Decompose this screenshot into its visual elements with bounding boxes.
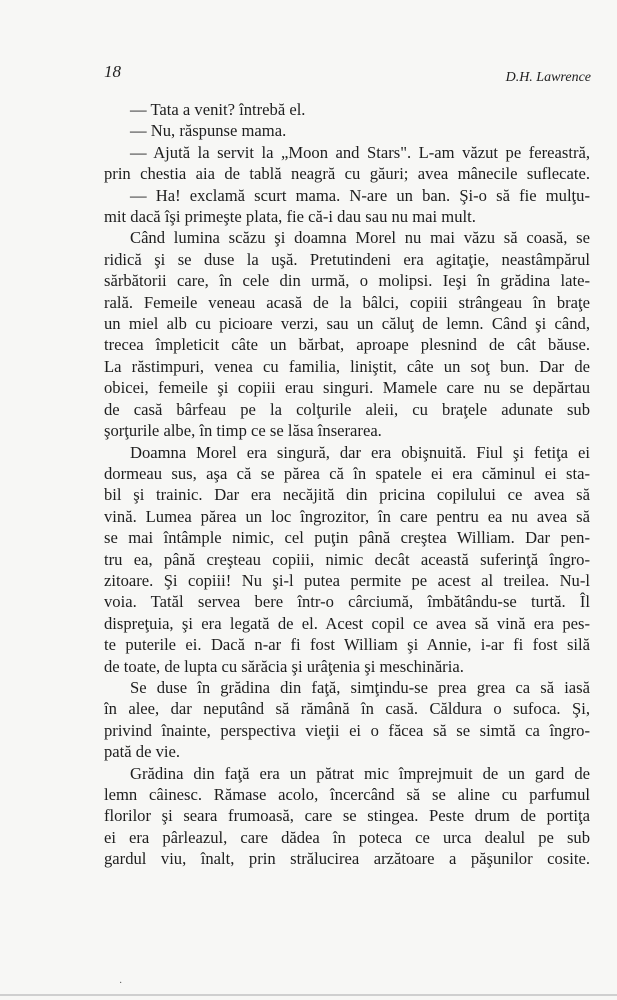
text-line: de casă bârfeau pe la colţurile aleii, cu braţele adunate sub <box>104 399 590 419</box>
text-line: zitoare. Şi copiii! Nu şi-l putea permite pe acest al treilea. Nu-l <box>104 570 590 590</box>
text-line: vină. Lumea părea un loc îngrozitor, în care pentru ea nu avea să <box>104 506 590 526</box>
text-line: ei era pârleazul, care dădea în poteca ce urca dealul pe sub <box>104 827 590 847</box>
text-line: un miel alb cu picioare verzi, sau un căluţ de lemn. Când şi când, <box>104 314 590 334</box>
text-line: privind înainte, perspectiva vieţii ei o făcea să se simtă ca îngro- <box>104 720 590 740</box>
running-head-author: D.H. Lawrence <box>505 70 591 85</box>
text-line: Când lumina scăzu şi doamna Morel nu mai văzu să coasă, se <box>130 228 590 248</box>
text-line: voia. Tatăl servea bere într-o cârciumă, îmbătându-se turtă. Îl <box>104 592 590 612</box>
text-line: bil şi trainic. Dar era necăjită din pricina copilului ce avea să <box>104 485 590 505</box>
text-line: ridică şi se duse la uşă. Pretutindeni era agitaţie, neastâmpărul <box>104 249 590 269</box>
text-line: în alee, dar neputând să rămână în casă. Căldura o sufoca. Şi, <box>104 699 590 719</box>
text-line: prin chestia aia de tablă neagră cu găuri; avea mânecile suflecate. <box>104 164 590 184</box>
page-bottom-edge <box>0 994 617 996</box>
text-line: florilor şi seara frumoasă, care se stingea. Peste drum de portiţa <box>104 806 590 826</box>
text-line: dormeau sus, aşa că se părea că în spatele ei era căminul ei sta- <box>104 463 590 483</box>
text-line: — Ajută la servit la „Moon and Stars". L-am văzut pe fereastră, <box>130 142 590 162</box>
text-line: dispreţuia, şi era legată de el. Acest copil ce avea să vină era pes- <box>104 613 590 633</box>
text-line: Grădina din faţă era un pătrat mic împrejmuit de un gard de <box>130 763 590 783</box>
text-line: Doamna Morel era singură, dar era obişnuită. Fiul şi fetiţa ei <box>130 442 590 462</box>
body-text <box>104 99 590 870</box>
text-line: de toate, de lupta cu sărăcia şi urâţenia şi meschinăria. <box>104 656 464 676</box>
text-line: La răstimpuri, venea cu familia, liniştit, câte un soţ bun. Dar de <box>104 356 590 376</box>
page-header <box>104 62 591 86</box>
text-line: obicei, femeile şi copiii erau singuri. Mamele care nu se depărtau <box>104 378 590 398</box>
text-line: rală. Femeile veneau acasă de la bâlci, copiii strângeau în braţe <box>104 292 590 312</box>
text-line: mit dacă îşi primeşte plata, fie că-i dau sau nu mai mult. <box>104 207 476 227</box>
text-line: — Tata a venit? întrebă el. <box>130 100 306 119</box>
text-line: lemn câinesc. Rămase acolo, încercând să se aline cu parfumul <box>104 785 590 804</box>
scan-speck-mark: · <box>119 978 123 989</box>
text-line: pată de vie. <box>104 742 181 762</box>
text-line: — Ha! exclamă scurt mama. N-are un ban. Şi-o să fie mulţu- <box>130 185 590 205</box>
text-line: — Nu, răspunse mama. <box>130 121 287 141</box>
text-line: gardul viu, înalt, prin strălucirea arzătoare a păşunilor cosite. <box>104 849 590 869</box>
text-line: sărbătorii care, în cele din urmă, o molipsi. Ieşi în grădina late- <box>104 271 590 291</box>
text-line: Se duse în grădina din faţă, simţindu-se prea grea ca să iasă <box>130 677 590 697</box>
text-line: tru ea, până creşteau copiii, nimic decât această suferinţă îngro- <box>104 549 590 569</box>
text-line: şorţurile albe, în timp ce se lăsa înserarea. <box>104 421 382 441</box>
text-line: te puterile ei. Dacă n-ar fi fost William şi Annie, i-ar fi fost silă <box>104 635 590 655</box>
text-line: se mai întâmple nimic, cel puţin până creştea William. Dar pen- <box>104 528 590 548</box>
text-line: trecea împleticit câte un bărbat, aproape plesnind de cât băuse. <box>104 335 590 355</box>
page-number: 18 <box>104 62 121 81</box>
